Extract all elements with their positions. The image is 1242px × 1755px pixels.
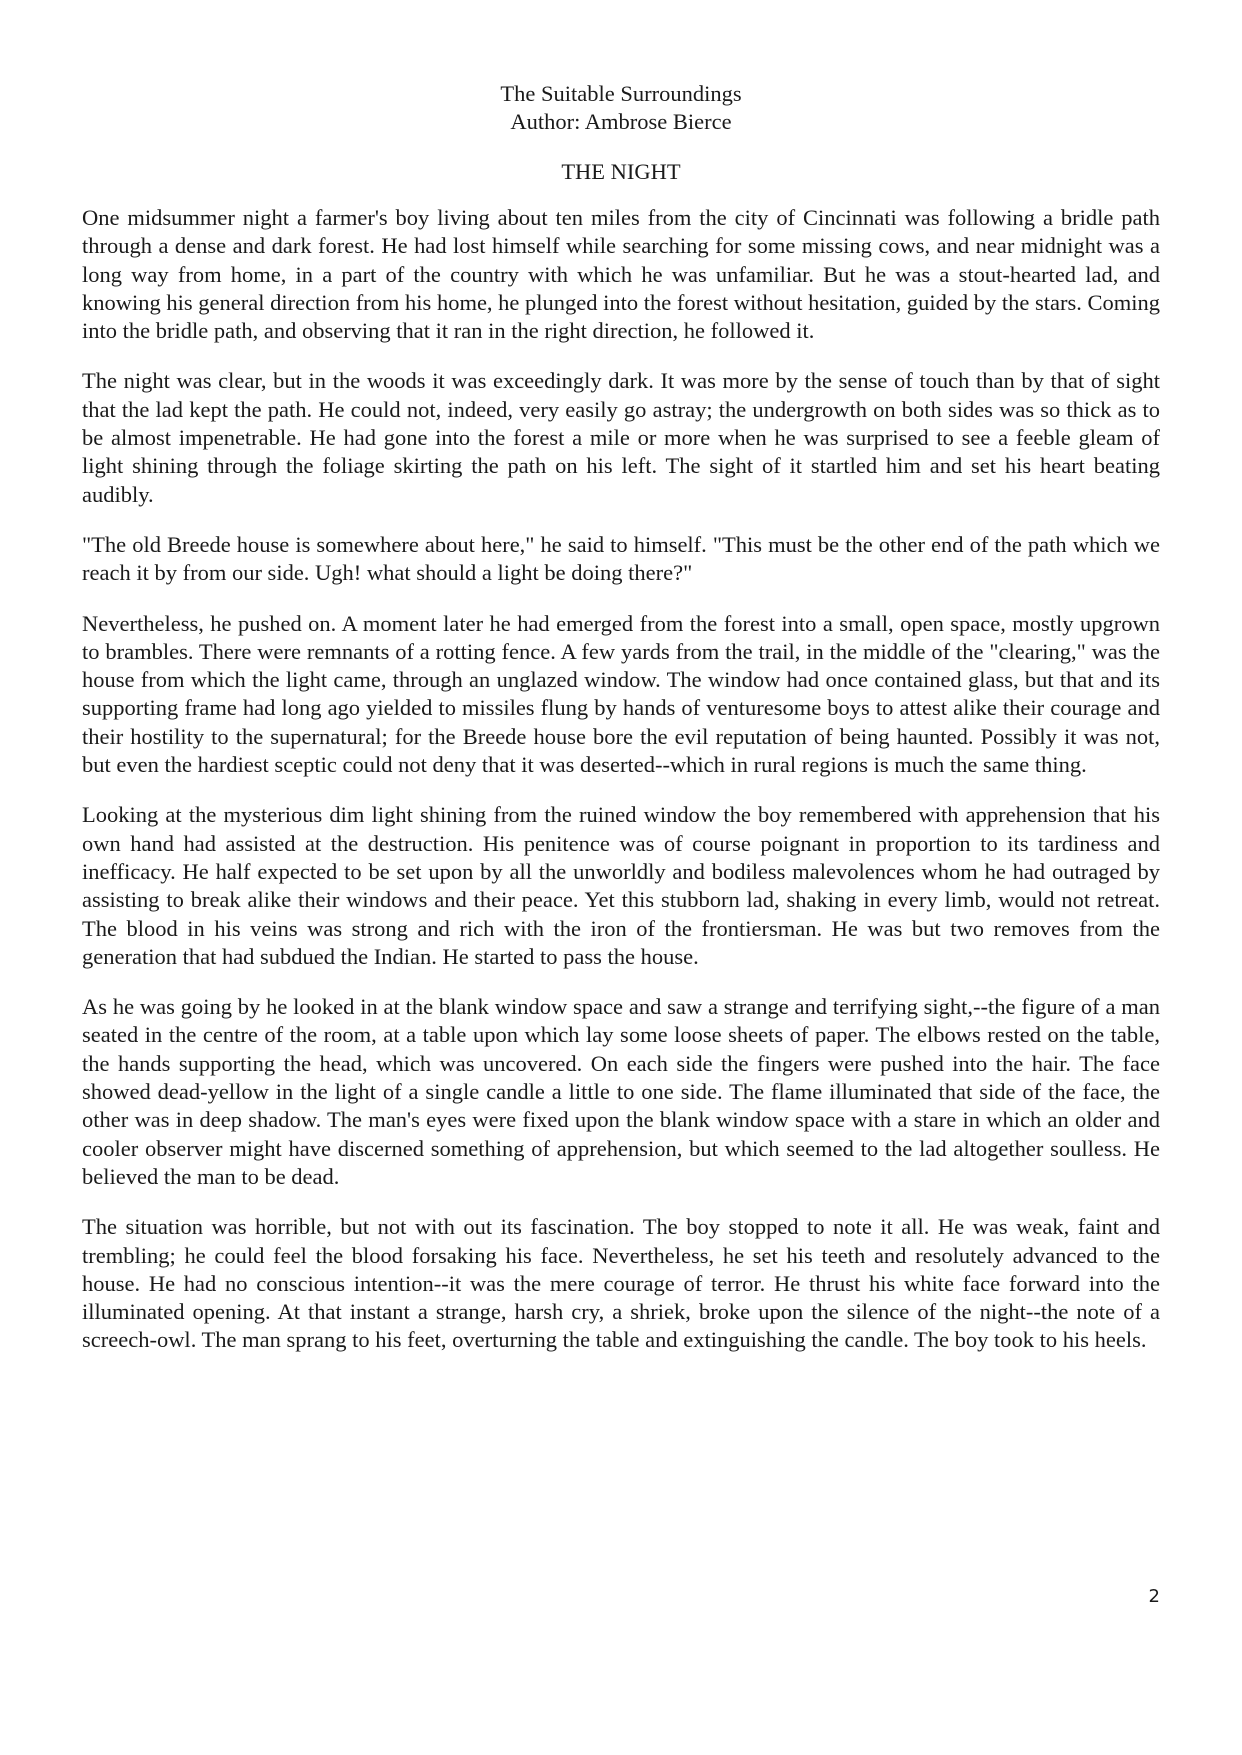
document-page (82, 80, 1160, 1377)
paragraph-6: As he was going by he looked in at the blank window space and saw a strange and terrifying sight,--the figure of a man seated in the centre of the room, at a table upon which lay some loose sheets of paper. The elbows rested on the table, the hands supporting the head, which was uncovered. On each side the fingers were pushed into the hair. The face showed dead-yellow in the light of a single candle a little to one side. The flame illuminated that side of the face, the other was in deep shadow. The man's eyes were fixed upon the blank window space with a stare in which an older and cooler observer might have discerned something of apprehension, but which seemed to the lad altogether soulless. He believed the man to be dead. (82, 994, 1160, 1189)
paragraph-1: One midsummer night a farmer's boy living about ten miles from the city of Cincinnati was following a bridle path through a dense and dark forest. He had lost himself while searching for some missing cows, and near midnight was a long way from home, in a part of the country with which he was unfamiliar. But he was a stout-hearted lad, and knowing his general direction from his home, he plunged into the forest without hesitation, guided by the stars. Coming into the bridle path, and observing that it ran in the right direction, he followed it. (82, 205, 1160, 344)
paragraph-3: "The old Breede house is somewhere about here," he said to himself. "This must be the other end of the path which we reach it by from our side. Ugh! what should a light be doing there?" (82, 531, 1160, 586)
paragraph-4: Nevertheless, he pushed on. A moment later he had emerged from the forest into a small, open space, mostly upgrown to brambles. There were remnants of a rotting fence. A few yards from the trail, in the middle of the "clearing," was the house from which the light came, through an unglazed window. The window had once contained glass, but that and its supporting frame had long ago yielded to missiles flung by hands of venturesome boys to attest alike their courage and their hostility to the supernatural; for the Breede house bore the evil reputation of being haunted. Possibly it was not, but even the hardiest sceptic could not deny that it was deserted--which in rural regions is much the same thing. (82, 610, 1160, 778)
chapter-heading: THE NIGHT (561, 159, 681, 184)
page-number: 2 (1148, 1586, 1160, 1607)
document-author: Author: Ambrose Bierce (510, 109, 732, 134)
paragraph-2: The night was clear, but in the woods it was exceedingly dark. It was more by the sense of touch than by that of sight that the lad kept the path. He could not, indeed, very easily go astray; the undergrowth on both sides was so thick as to be almost impenetrable. He had gone into the forest a mile or more when he was surprised to see a feeble gleam of light shining through the foliage skirting the path on his left. The sight of it startled him and set his heart beating audibly. (82, 368, 1160, 507)
paragraph-5: Looking at the mysterious dim light shining from the ruined window the boy remembered with apprehension that his own hand had assisted at the destruction. His penitence was of course poignant in proportion to its tardiness and inefficacy. He half expected to be set upon by all the unworldly and bodiless malevolences whom he had outraged by assisting to break alike their windows and their peace. Yet this stubborn lad, shaking in every limb, would not retreat. The blood in his veins was strong and rich with the iron of the frontiersman. He was but two removes from the generation that had subdued the Indian. He started to pass the house. (82, 802, 1160, 969)
document-title: The Suitable Surroundings (500, 81, 742, 106)
paragraph-7: The situation was horrible, but not with out its fascination. The boy stopped to note it all. He was weak, faint and trembling; he could feel the blood forsaking his face. Nevertheless, he set his teeth and resolutely advanced to the house. He had no conscious intention--it was the mere courage of terror. He thrust his white face forward into the illuminated opening. At that instant a strange, harsh cry, a shriek, broke upon the silence of the night--the note of a screech-owl. The man sprang to his feet, overturning the table and extinguishing the candle. The boy took to his heels. (82, 1214, 1160, 1353)
